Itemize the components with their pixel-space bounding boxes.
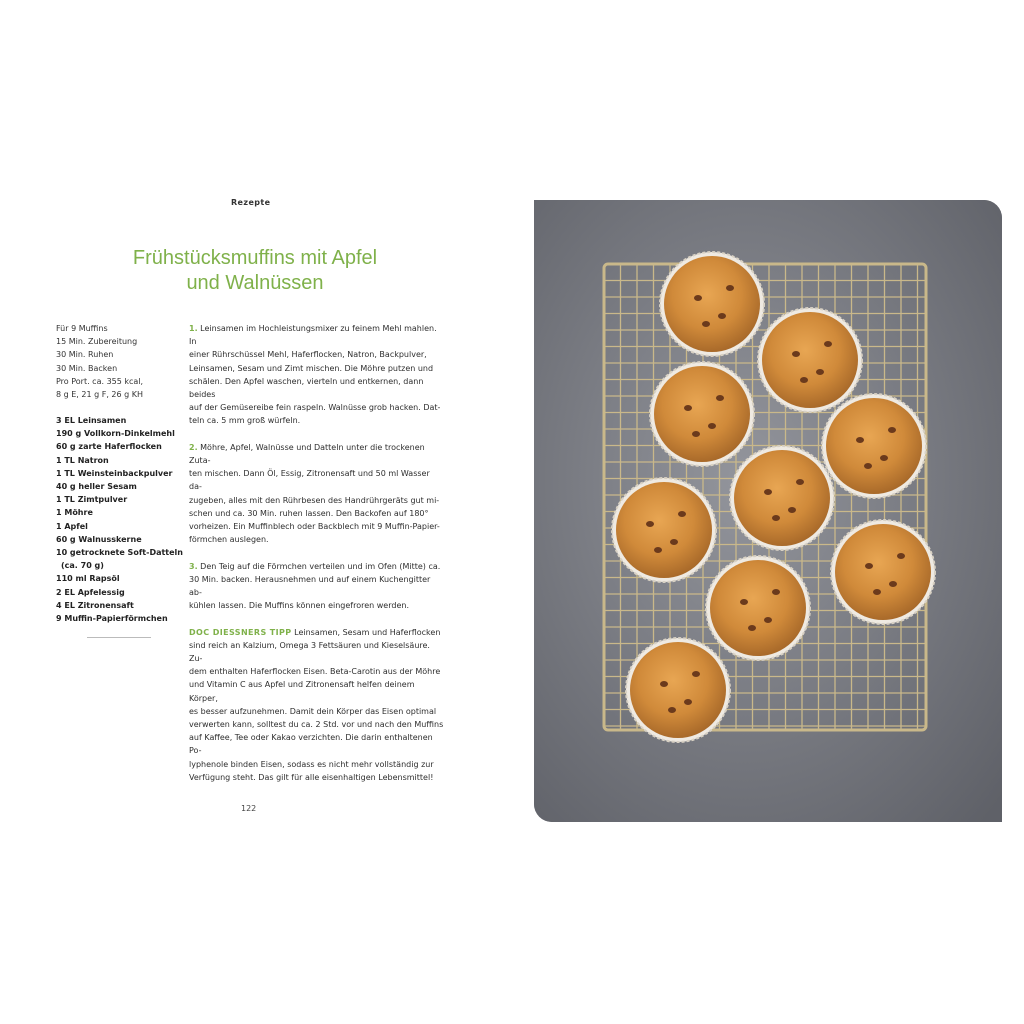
date-piece (694, 295, 702, 301)
ingredient-item: (ca. 70 g) (61, 561, 104, 571)
muffin (626, 638, 730, 742)
date-piece (726, 285, 734, 291)
muffin (730, 446, 834, 550)
date-piece (716, 395, 724, 401)
date-piece (692, 431, 700, 437)
muffins-photo (534, 200, 1002, 822)
muffin (612, 478, 716, 582)
step-number: 2. (189, 442, 198, 452)
step-text-line: zugeben, alles mit den Rührbesen des Handrührgeräts gut mi- (189, 495, 440, 505)
muffin-top (710, 560, 806, 656)
muffin-top (664, 256, 760, 352)
date-piece (678, 511, 686, 517)
date-piece (788, 507, 796, 513)
muffin (758, 308, 862, 412)
date-piece (816, 369, 824, 375)
tip-text-line: lyphenole binden Eisen, sodass es nicht mehr vollständig zur (189, 759, 434, 769)
step-text-line: einer Rührschüssel Mehl, Haferflocken, Natron, Backpulver, (189, 350, 427, 360)
section-label: Rezepte (231, 198, 271, 207)
date-piece (880, 455, 888, 461)
tip-text-line: Verfügung steht. Das gilt für alle eisenhaltigen Lebensmittel! (189, 772, 434, 782)
date-piece (888, 427, 896, 433)
step-number: 1. (189, 324, 198, 333)
step-text-line: 30 Min. backen. Herausnehmen und auf einem Kuchengitter ab- (189, 574, 431, 598)
tip-label: DOC DIESSNERS TIPP (189, 627, 292, 637)
meta-line: Pro Port. ca. 355 kcal, (56, 376, 144, 386)
date-piece (684, 699, 692, 705)
recipe-meta (56, 322, 176, 401)
tip-text-line: und Vitamin C aus Apfel und Zitronensaft helfen deinem Körper, (189, 680, 415, 703)
ingredient-item: 1 Möhre (56, 508, 93, 518)
muffin (822, 394, 926, 498)
step-text-line: vorheizen. Ein Muffinblech oder Backblech mit 9 Muffin-Papier- (189, 522, 440, 532)
tip-text-line: dem enthalten Haferflocken Eisen. Beta-Carotin aus der Möhre (189, 667, 441, 677)
date-piece (824, 341, 832, 347)
meta-line: 30 Min. Backen (56, 363, 118, 373)
date-piece (856, 437, 864, 443)
step-text-line: ten mischen. Dann Öl, Essig, Zitronensaft und 50 ml Wasser da- (189, 469, 430, 492)
date-piece (889, 581, 897, 587)
tip-text-line: Leinsamen, Sesam und Haferflocken (294, 627, 441, 637)
ingredient-item: 1 TL Weinsteinbackpulver (56, 468, 173, 478)
date-piece (772, 515, 780, 521)
meta-line: Für 9 Muffins (56, 324, 108, 333)
muffins-on-rack-illustration (534, 200, 1002, 822)
muffin (706, 556, 810, 660)
recipe-title-line-2: und Walnüssen (186, 272, 324, 294)
date-piece (873, 589, 881, 595)
muffin-top (826, 398, 922, 494)
muffin-top (734, 450, 830, 546)
date-piece (660, 681, 668, 687)
recipe-steps (189, 322, 445, 797)
date-piece (646, 521, 654, 527)
tip-text-line: sind reich an Kalzium, Omega 3 Fettsäuren und Kieselsäure. Zu- (189, 640, 430, 664)
ingredient-item: 190 g Vollkorn-Dinkelmehl (56, 429, 175, 439)
muffin-top (630, 642, 726, 738)
ingredient-item: 1 TL Natron (56, 455, 109, 465)
date-piece (864, 463, 872, 469)
date-piece (708, 423, 716, 429)
meta-line: 30 Min. Ruhen (56, 350, 114, 360)
step-text-line: Leinsamen im Hochleistungsmixer zu feinem Mehl mahlen. In (189, 324, 437, 347)
recipe-title (100, 246, 410, 296)
date-piece (792, 351, 800, 357)
step-text-line: kühlen lassen. Die Muffins können eingefroren werden. (189, 601, 409, 611)
recipe-title-line-1: Frühstücksmuffins mit Apfel (132, 247, 378, 269)
ingredient-item: 3 EL Leinsamen (56, 416, 127, 425)
date-piece (764, 489, 772, 495)
date-piece (748, 625, 756, 631)
step-text-line: auf der Gemüsereibe fein raspeln. Walnüsse grob hacken. Dat- (189, 403, 441, 413)
ingredient-item: 40 g heller Sesam (56, 482, 137, 492)
ingredient-item: 9 Muffin-Papierförmchen (56, 614, 168, 624)
step-3 (189, 560, 445, 613)
date-piece (670, 539, 678, 545)
date-piece (897, 553, 905, 559)
ingredient-item: 1 Apfel (56, 521, 88, 531)
step-1 (189, 322, 445, 428)
tip-text-line: verwerten kann, solltest du ca. 2 Std. vor und nach den Muffins (189, 720, 444, 730)
ingredient-item: 10 getrocknete Soft-Datteln (56, 548, 183, 558)
date-piece (684, 405, 692, 411)
date-piece (764, 617, 772, 623)
step-text-line: Möhre, Apfel, Walnüsse und Datteln unter die trockenen Zuta- (189, 442, 425, 466)
meta-line: 8 g E, 21 g F, 26 g KH (56, 390, 144, 400)
date-piece (772, 589, 780, 595)
step-text-line: schälen. Den Apfel waschen, vierteln und entkernen, dann beides (189, 376, 424, 400)
date-piece (718, 313, 726, 319)
muffin (660, 252, 764, 356)
step-text-line: teln ca. 5 mm groß würfeln. (189, 416, 301, 426)
ingredient-item: 60 g zarte Haferflocken (56, 442, 162, 452)
meta-line: 15 Min. Zubereitung (56, 337, 138, 347)
muffin (831, 520, 935, 624)
ingredient-item: 60 g Walnusskerne (56, 534, 142, 544)
step-text-line: förmchen auslegen. (189, 535, 269, 545)
date-piece (692, 671, 700, 677)
tip-text-line: auf Kaffee, Tee oder Kakao verzichten. Die darin enthaltenen Po- (189, 733, 433, 756)
muffin-top (654, 366, 750, 462)
date-piece (654, 547, 662, 553)
date-piece (740, 599, 748, 605)
page-number: 122 (241, 804, 257, 813)
date-piece (796, 479, 804, 485)
tip-text-line: es besser aufzunehmen. Damit dein Körper das Eisen optimal (189, 706, 437, 716)
step-text-line: Den Teig auf die Förmchen verteilen und im Ofen (Mitte) ca. (200, 561, 441, 571)
muffin (650, 362, 754, 466)
date-piece (800, 377, 808, 383)
muffin-top (762, 312, 858, 408)
step-text-line: Leinsamen, Sesam und Zimt mischen. Die Möhre putzen und (189, 363, 434, 373)
ingredient-divider (87, 637, 151, 638)
ingredient-item: 4 EL Zitronensaft (56, 600, 134, 610)
step-text-line: schen und ca. 30 Min. ruhen lassen. Den Backofen auf 180° (189, 508, 429, 518)
date-piece (668, 707, 676, 713)
ingredient-item: 1 TL Zimtpulver (56, 495, 128, 505)
muffin-top (835, 524, 931, 620)
date-piece (702, 321, 710, 327)
ingredient-item: 110 ml Rapsöl (56, 574, 120, 584)
tip-box (189, 626, 445, 784)
muffin-top (616, 482, 712, 578)
step-number: 3. (189, 561, 198, 571)
ingredient-list (56, 414, 181, 625)
step-2 (189, 441, 445, 547)
date-piece (865, 563, 873, 569)
ingredient-item: 2 EL Apfelessig (56, 587, 125, 597)
